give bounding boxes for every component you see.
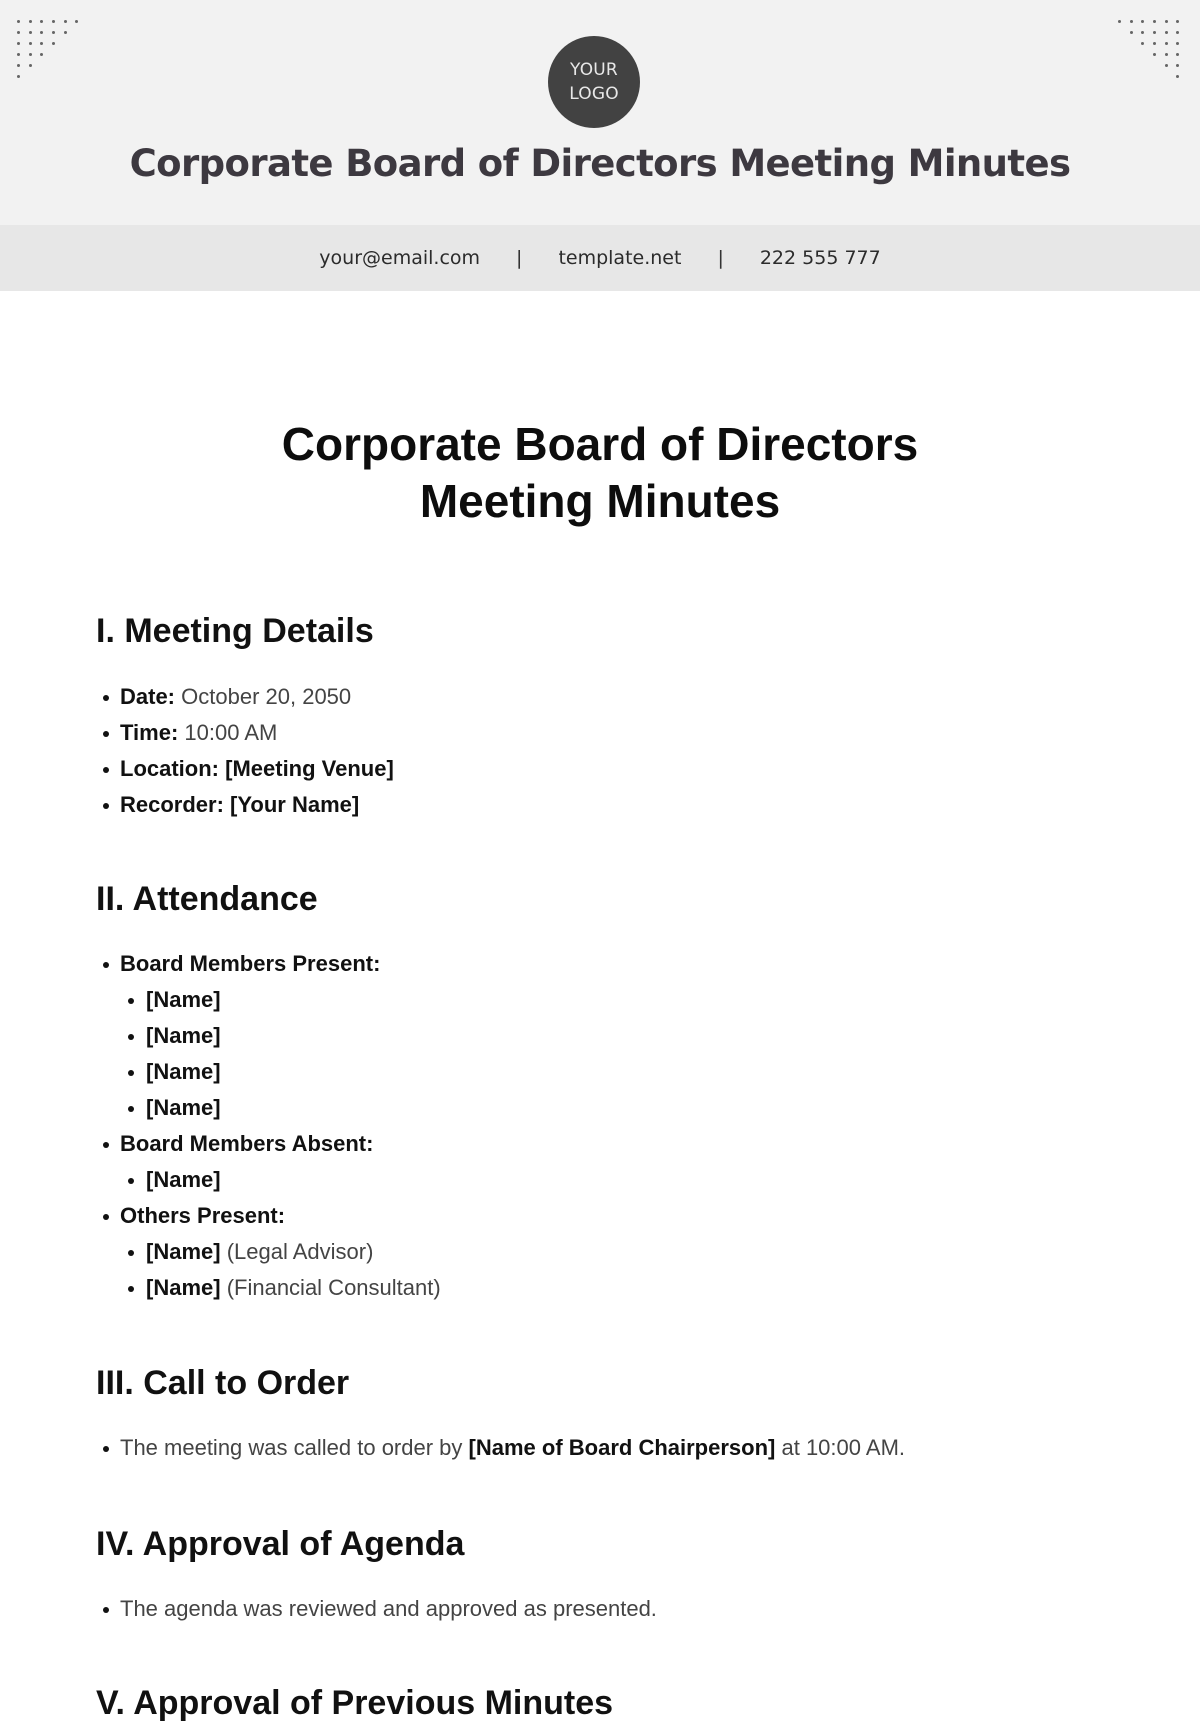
approval-of-agenda-list xyxy=(96,1591,657,1627)
list-item-absent-label: Board Members Absent: xyxy=(96,1126,441,1162)
header-title: Corporate Board of Directors Meeting Minutes xyxy=(129,142,1071,185)
logo-text-line1: YOUR xyxy=(570,60,618,80)
list-item-date xyxy=(96,679,394,715)
list-item-present-label: Board Members Present: xyxy=(96,946,441,982)
list-item-agenda-approved: The agenda was reviewed and approved as presented. xyxy=(96,1591,657,1627)
contact-separator: | xyxy=(516,247,523,269)
contact-website: template.net xyxy=(558,247,682,269)
section-heading-call-to-order: III. Call to Order xyxy=(96,1364,350,1402)
list-item-present-member: [Name] xyxy=(96,982,441,1018)
chairperson-name: [Name of Board Chairperson] xyxy=(468,1435,776,1460)
time-label: Time: xyxy=(120,720,179,745)
document-title xyxy=(0,416,1200,530)
contact-email: your@email.com xyxy=(319,247,481,269)
list-item-present-member: [Name] xyxy=(96,1054,441,1090)
section-heading-approval-of-agenda: IV. Approval of Agenda xyxy=(96,1525,465,1563)
time-value: 10:00 AM xyxy=(184,720,278,745)
date-label: Date: xyxy=(120,684,176,709)
list-item-location xyxy=(96,751,394,787)
list-item-time xyxy=(96,715,394,751)
list-item-others-label: Others Present: xyxy=(96,1198,441,1234)
section-heading-meeting-details: I. Meeting Details xyxy=(96,612,374,650)
meeting-details-list xyxy=(96,679,394,823)
logo-text-line2: LOGO xyxy=(569,84,619,104)
contact-separator: | xyxy=(717,247,724,269)
contact-phone: 222 555 777 xyxy=(759,247,881,269)
document-title-line1: Corporate Board of Directors xyxy=(281,418,919,470)
decorative-dots-right-icon xyxy=(1117,19,1187,85)
attendance-list xyxy=(96,946,441,1306)
list-item-recorder xyxy=(96,787,394,823)
section-heading-attendance: II. Attendance xyxy=(96,880,318,918)
list-item-present-member: [Name] xyxy=(96,1090,441,1126)
contact-bar xyxy=(0,225,1200,291)
section-heading-approval-of-previous-minutes: V. Approval of Previous Minutes xyxy=(96,1684,614,1722)
list-item-absent-member: [Name] xyxy=(96,1162,441,1198)
list-item-call-to-order: The meeting was called to order by [Name of Board Chairperson] at 10:00 AM. xyxy=(96,1430,905,1466)
document-title-line2: Meeting Minutes xyxy=(419,475,781,527)
company-logo xyxy=(548,36,640,128)
list-item-other-attendee: [Name] (Legal Advisor) xyxy=(96,1234,441,1270)
location-label: Location: xyxy=(120,756,219,781)
recorder-value: [Your Name] xyxy=(230,792,360,817)
header-band xyxy=(0,0,1200,225)
recorder-label: Recorder: xyxy=(120,792,224,817)
date-value: October 20, 2050 xyxy=(181,684,352,709)
location-value: [Meeting Venue] xyxy=(225,756,394,781)
list-item-other-attendee: [Name] (Financial Consultant) xyxy=(96,1270,441,1306)
decorative-dots-left-icon xyxy=(16,19,86,85)
call-to-order-list xyxy=(96,1430,905,1466)
list-item-present-member: [Name] xyxy=(96,1018,441,1054)
